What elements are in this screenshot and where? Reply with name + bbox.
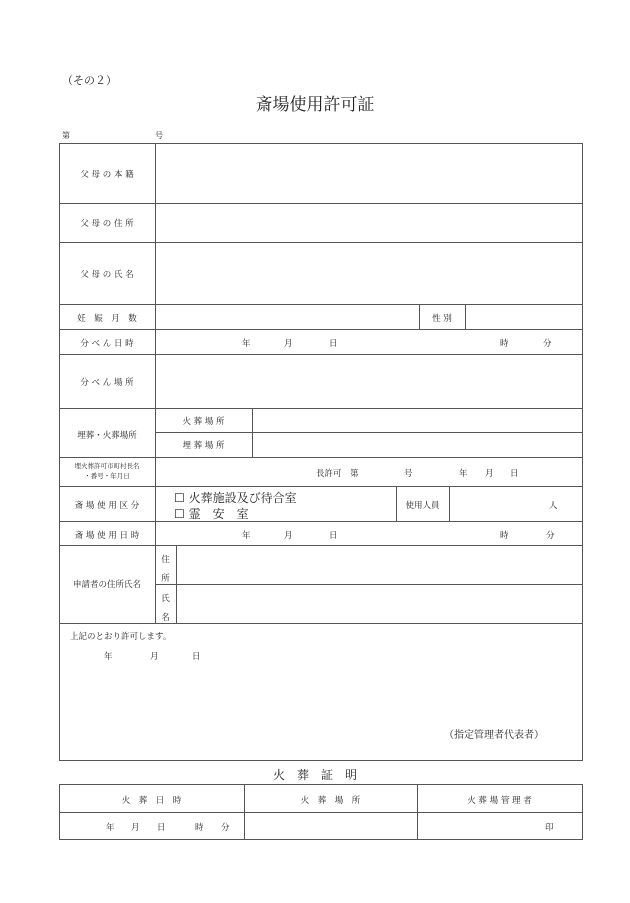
cert-place-field[interactable] xyxy=(245,813,417,839)
burial-place-label: 埋 葬 場 所 xyxy=(182,441,225,451)
cert-date-header: 火 葬 日 時 xyxy=(121,796,182,806)
delivery-year: 年 xyxy=(242,339,251,349)
statement-year: 年 xyxy=(104,652,113,662)
cremation-place-label: 火 葬 場 所 xyxy=(182,417,225,427)
cert-month: 月 xyxy=(131,823,140,833)
use-category-label: 斎 場 使 用 区 分 xyxy=(74,501,140,511)
permit-dai: 第 xyxy=(350,469,359,479)
cert-place-header: 火 葬 場 所 xyxy=(300,796,361,806)
delivery-place-label: 分 べ ん 場 所 xyxy=(80,378,134,388)
sub-number: （その２） xyxy=(62,74,117,87)
statement-day: 日 xyxy=(192,652,201,662)
users-label: 使用人員 xyxy=(405,501,440,511)
burial-cremation-label: 埋葬・火葬場所 xyxy=(77,431,137,441)
designated-manager-representative: （指定管理者代表者） xyxy=(444,730,544,741)
applicant-label: 申請者の住所氏名 xyxy=(72,580,141,590)
permit-head: 長許可 xyxy=(316,469,342,479)
permit-year: 年 xyxy=(459,469,468,479)
pregnancy-months-label: 妊 娠 月 数 xyxy=(77,314,137,324)
permit-go: 号 xyxy=(404,469,413,479)
pregnancy-months-field[interactable] xyxy=(156,305,419,329)
option-mortuary[interactable]: ☐ 霊 安 室 xyxy=(174,507,249,521)
cert-year: 年 xyxy=(106,823,115,833)
persons-unit: 人 xyxy=(549,501,558,511)
use-datetime-label: 斎 場 使 用 日 時 xyxy=(74,531,140,541)
number-prefix: 第 xyxy=(62,131,70,140)
delivery-place-field[interactable] xyxy=(156,355,582,408)
parents-domicile-field[interactable] xyxy=(156,144,582,203)
parents-name-label: 父 母 の 氏 名 xyxy=(80,270,134,280)
cert-day: 日 xyxy=(157,823,166,833)
delivery-day: 日 xyxy=(329,339,338,349)
delivery-month: 月 xyxy=(284,339,293,349)
parents-domicile-label: 父 母 の 本 籍 xyxy=(80,170,134,180)
seal-mark: 印 xyxy=(545,823,554,833)
cert-manager-header: 火 葬 場 管 理 者 xyxy=(467,796,532,806)
use-year: 年 xyxy=(242,531,251,541)
applicant-name-field[interactable] xyxy=(177,585,582,623)
use-day: 日 xyxy=(329,531,338,541)
statement-month: 月 xyxy=(150,652,159,662)
cremation-place-field[interactable] xyxy=(253,409,582,432)
delivery-minute: 分 xyxy=(543,339,552,349)
parents-address-label: 父 母 の 住 所 xyxy=(80,219,134,229)
parents-name-field[interactable] xyxy=(156,243,582,304)
burial-place-field[interactable] xyxy=(253,433,582,457)
permit-month: 月 xyxy=(485,469,494,479)
permit-day: 日 xyxy=(510,469,519,479)
use-month: 月 xyxy=(284,531,293,541)
delivery-hour: 時 xyxy=(500,339,509,349)
use-minute: 分 xyxy=(546,531,555,541)
page-title: 斎場使用許可証 xyxy=(255,95,375,115)
cert-minute: 分 xyxy=(221,823,230,833)
applicant-address-field[interactable] xyxy=(177,546,582,584)
delivery-datetime-label: 分 べ ん 日 時 xyxy=(80,339,134,349)
cremation-cert-title: 火 葬 証 明 xyxy=(272,768,357,782)
address-vertical-label: 住 所 xyxy=(161,555,170,584)
name-vertical-label: 氏 名 xyxy=(161,594,170,623)
cert-hour: 時 xyxy=(195,823,204,833)
permit-mayor-label: 埋火葬許可市町村長名 ・番号・年月日 xyxy=(74,462,140,480)
parents-address-field[interactable] xyxy=(156,204,582,242)
number-suffix: 号 xyxy=(155,131,163,140)
gender-field[interactable] xyxy=(466,305,582,329)
gender-label: 性 別 xyxy=(432,314,452,324)
option-cremation-waiting[interactable]: ☐ 火葬施設及び待合室 xyxy=(174,491,297,505)
permit-statement: 上記のとおり許可します。 xyxy=(70,632,172,642)
use-hour: 時 xyxy=(500,531,509,541)
